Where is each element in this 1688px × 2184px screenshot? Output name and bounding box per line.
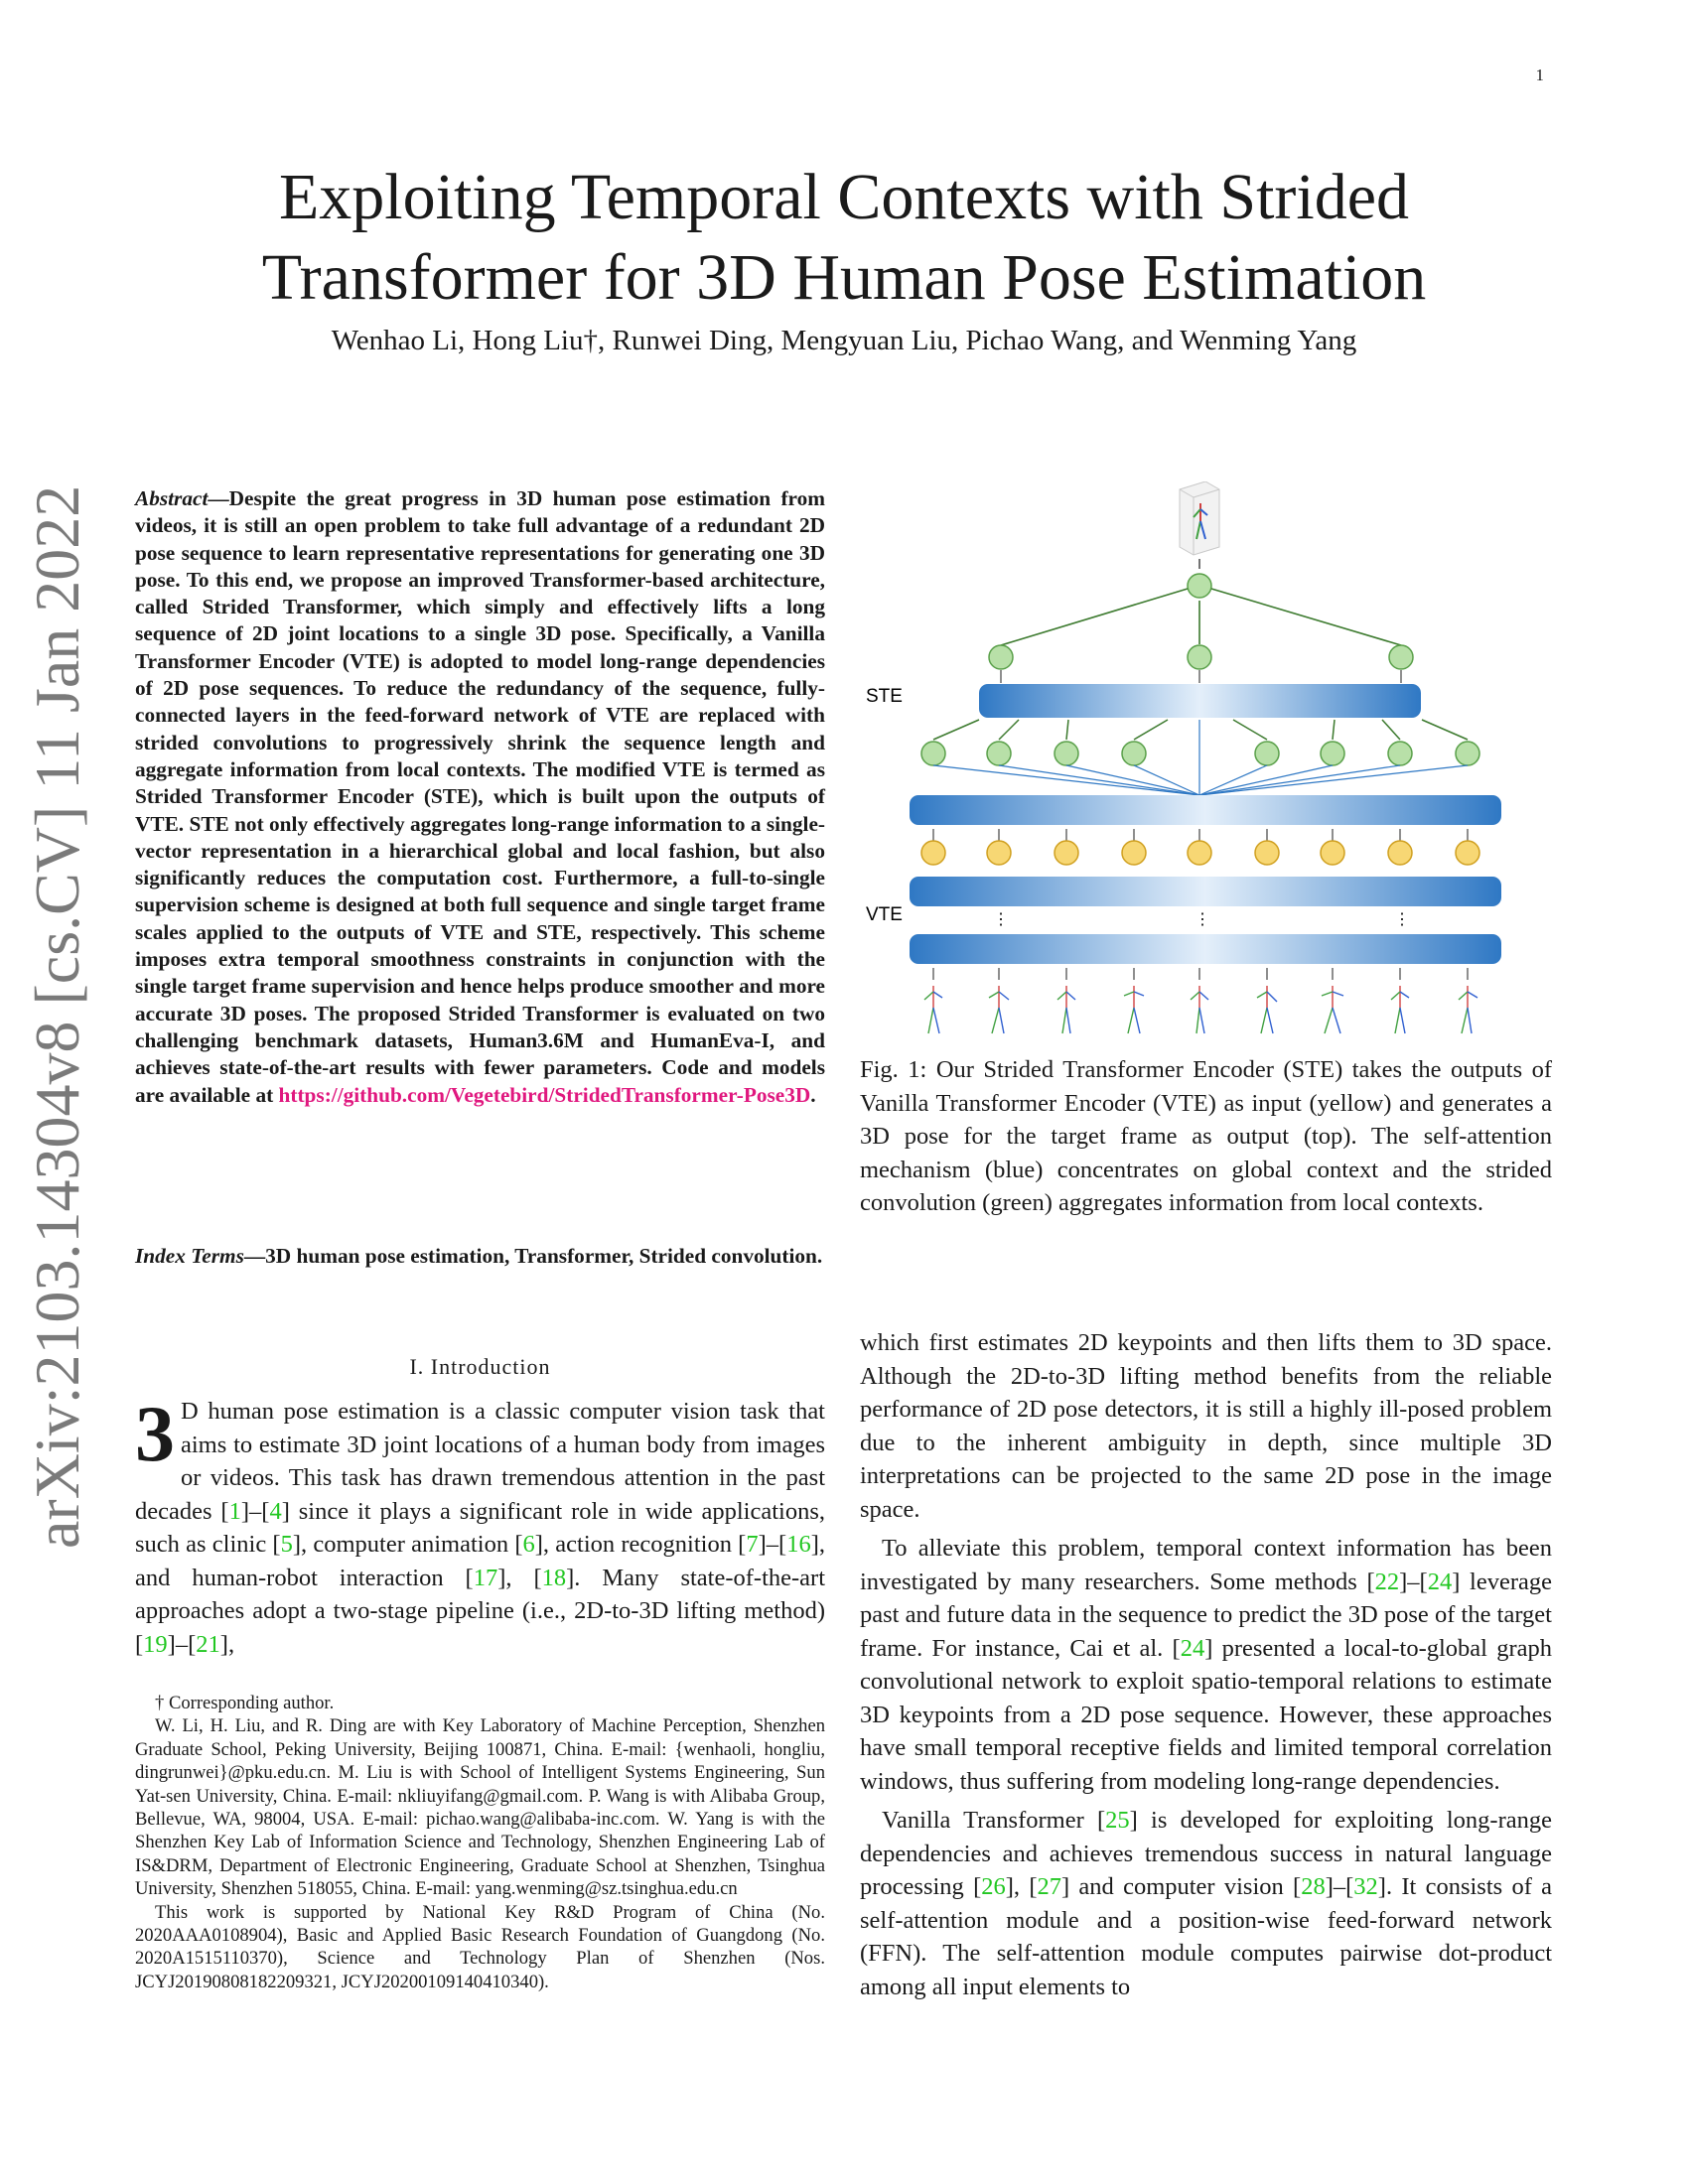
abstract-end: . [810, 1082, 816, 1107]
vte-bar-middle [910, 877, 1501, 906]
output-node [1188, 574, 1211, 598]
index-terms-label: Index Terms [135, 1244, 244, 1268]
citation-number[interactable]: 22 [1374, 1568, 1400, 1595]
citation-number[interactable]: 18 [541, 1564, 567, 1591]
citation-number[interactable]: 17 [473, 1564, 498, 1591]
right-column [860, 1326, 1552, 2003]
right-paragraph-3: Vanilla Transformer [25] is developed for exploiting long-range dependencies and achieves tremendous success in natural language processing [26], [27] and computer vision [28]–[32]. It consists of a self-attention module and a position-wise feed-forward network (FFN). The self-attention module computes pairwise dot-product among all input elements to [860, 1807, 1553, 2000]
code-link[interactable]: https://github.com/Vegetebird/StridedTransformer-Pose3D [278, 1082, 811, 1107]
intro-paragraph [135, 1391, 825, 1661]
vte-output-nodes [921, 841, 1479, 865]
footnote-funding: This work is supported by National Key R&D Program of China (No. 2020AAA0108904), Basic and Applied Basic Research Foundation of Guangdong (No. 2020A1515110370), Science and Technology Plan of Shenzhen (Nos. JCYJ20190808182209321, JCYJ20200109140410340). [135, 1901, 825, 1992]
citation-number[interactable]: 19 [143, 1630, 168, 1658]
vte-label: VTE [866, 904, 903, 925]
footnote-corresponding: † Corresponding author. [155, 1693, 335, 1713]
citation-number[interactable]: 6 [522, 1531, 535, 1558]
citation-number[interactable]: 4 [269, 1497, 282, 1525]
authors: Wenhao Li, Hong Liu†, Runwei Ding, Mengyuan Liu, Pichao Wang, and Wenming Yang [331, 325, 1357, 356]
right-paragraph-1: which first estimates 2D keypoints and then lifts them to 3D space. Although the 2D-to-3D lifting method benefits from the reliable performance of 2D pose detectors, it is still a highly ill-posed problem due to the inherent ambiguity in depth, since multiple 3D interpretations can be projected to the same 2D pose in the image space. [860, 1329, 1552, 1523]
footnotes [135, 1692, 825, 1993]
ste-bar [979, 684, 1421, 718]
paper-title [159, 157, 1529, 318]
ste-level-2-nodes [989, 645, 1413, 669]
page-number: 1 [1535, 66, 1544, 84]
figure-1 [860, 481, 1552, 1042]
intro-text: D human pose estimation is a classic computer vision task that aims to estimate 3D joint locations of a human body from images or videos. This task has drawn tremendous attention in the past decades [1]–[4] since it plays a significant role in wide applications, such as clinic [5], computer animation [6], action recognition [7]–[16], and human-robot interaction [17], [18]. Many state-of-the-art approaches adopt a two-stage pipeline (i.e., 2D-to-3D lifting method) [19]–[21], [135, 1398, 825, 1658]
footnote-affiliation: W. Li, H. Liu, and R. Ding are with Key Laboratory of Machine Perception, Shenzhen Graduate School, Peking University, Beijing 100871, China. E-mail: {wenhaoli, hongliu, dingrunwei}@pku.edu.cn. M. Liu is with School of Intelligent Systems Engineering, Sun Yat-sen University, China. E-mail: nkliuyifang@gmail.com. P. Wang is with Alibaba Group, Bellevue, WA, 98004, USA. E-mail: pichao.wang@alibaba-inc.com. W. Yang is with the Shenzhen Key Lab of Information Science and Technology, Shenzhen Engineering Lab of IS&DRM, Department of Electronic Engineering, Graduate School at Shenzhen, Tsinghua University, Shenzhen 518055, China. E-mail: yang.wenming@sz.tsinghua.edu.cn [135, 1715, 825, 1900]
index-terms-text: —3D human pose estimation, Transformer, Strided convolution. [243, 1244, 823, 1268]
title-line-2: Transformer for 3D Human Pose Estimation [261, 241, 1427, 314]
figure-1-caption: Fig. 1: Our Strided Transformer Encoder (STE) takes the outputs of Vanilla Transformer Encoder (VTE) as input (yellow) and generates a 3D pose for the target frame as output (top). The self-attention mechanism (blue) concentrates on global context and the strided convolution (green) aggregates information from local contexts. [860, 1056, 1552, 1216]
citation-number[interactable]: 24 [1180, 1634, 1205, 1662]
citation-number[interactable]: 1 [228, 1497, 241, 1525]
arxiv-stamp: arXiv:2103.14304v8 [cs.CV] 11 Jan 2022 [22, 484, 92, 1549]
citation-number[interactable]: 26 [981, 1873, 1006, 1900]
output-3d-pose [1180, 481, 1219, 555]
index-terms [135, 1243, 825, 1270]
abstract-text: —Despite the great progress in 3D human pose estimation from videos, it is still an open problem to take full advantage of a redundant 2D pose sequence to learn representative representations for generating one 3D pose. To this end, we propose an improved Transformer-based architecture, called Strided Transformer, which simply and effectively lifts a long sequence of 2D joint locations to a single 3D pose. Specifically, a Vanilla Transformer Encoder (VTE) is adopted to model long-range dependencies of 2D pose sequences. To reduce the redundancy of the sequence, fully-connected layers in the feed-forward network of VTE are replaced with strided convolutions to progressively shrink the sequence length and aggregate information from local contexts. The modified VTE is termed as Strided Transformer Encoder (STE), which is built upon the outputs of VTE. STE not only effectively aggregates long-range information to a single-vector representation in a hierarchical global and local fashion, but also significantly reduces the computation cost. Furthermore, a full-to-single supervision scheme is designed at both full sequence and single target frame scales applied to the outputs of VTE and STE, respectively. This scheme imposes extra temporal smoothness constraints in conjunction with the single target frame supervision and hence helps produce smoother and more accurate 3D poses. The proposed Strided Transformer is evaluated on two challenging benchmark datasets, Human3.6M and HumanEva-I, and achieves state-of-the-art results with fewer parameters. Code and models are available at [135, 486, 825, 1107]
citation-number[interactable]: 27 [1037, 1873, 1061, 1900]
abstract-label: Abstract [135, 486, 209, 510]
vte-dots-3: ⋮ [1394, 911, 1410, 928]
vte-bar-bottom [910, 934, 1501, 964]
ste-level-1-nodes [921, 742, 1479, 765]
citation-number[interactable]: 32 [1353, 1873, 1378, 1900]
citation-number[interactable]: 16 [786, 1531, 811, 1558]
abstract [135, 485, 825, 1109]
citation-number[interactable]: 28 [1301, 1873, 1326, 1900]
citation-number[interactable]: 24 [1427, 1568, 1453, 1595]
drop-cap: 3 [135, 1391, 175, 1478]
vte-dots-2: ⋮ [1195, 911, 1210, 928]
title-line-1: Exploiting Temporal Contexts with Strided [278, 161, 1410, 233]
citation-number[interactable]: 21 [196, 1630, 220, 1658]
section-heading: I. Introduction [409, 1354, 551, 1379]
citation-number[interactable]: 7 [746, 1531, 759, 1558]
vte-bar-top [910, 795, 1501, 825]
ste-label: STE [866, 686, 903, 707]
citation-number[interactable]: 5 [280, 1531, 293, 1558]
citation-number[interactable]: 25 [1105, 1807, 1130, 1834]
input-2d-poses [924, 986, 1477, 1033]
right-paragraph-2: To alleviate this problem, temporal context information has been investigated by many researchers. Some methods [22]–[24] leverage past and future data in the sequence to predict the 3D pose of the target frame. For instance, Cai et al. [24] presented a local-to-global graph convolutional network to exploit spatio-temporal relations to estimate 3D keypoints from a 2D pose sequence. However, these approaches have small temporal receptive fields and limited temporal correlation windows, thus suffering from modeling long-range dependencies. [860, 1535, 1553, 1795]
vte-dots-1: ⋮ [993, 911, 1009, 928]
